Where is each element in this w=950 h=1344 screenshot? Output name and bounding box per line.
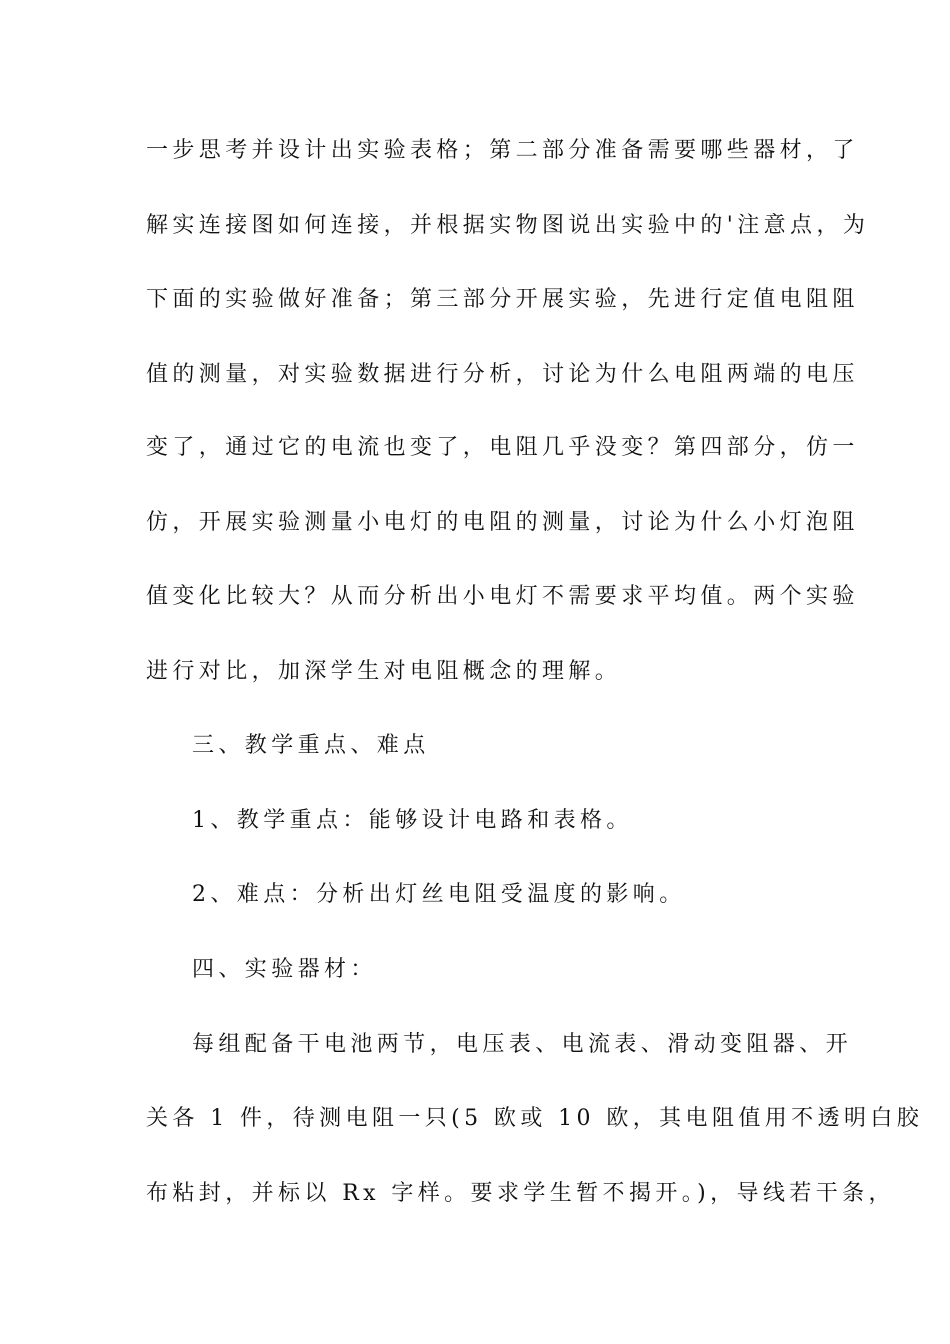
equipment-line-1: 每组配备干电池两节，电压表、电流表、滑动变阻器、开 [192, 1032, 853, 1057]
equipment-line-2: 关各 1 件，待测电阻一只(5 欧或 10 欧，其电阻值用不透明白胶 [146, 1106, 924, 1131]
section-heading-key-points: 三、教学重点、难点 [192, 733, 430, 758]
paragraph-line-1: 一步思考并设计出实验表格；第二部分准备需要哪些器材，了 [146, 138, 859, 163]
paragraph-line-2: 解实连接图如何连接，并根据实物图说出实验中的'注意点，为 [146, 213, 870, 238]
paragraph-line-3: 下面的实验做好准备；第三部分开展实验，先进行定值电阻阻 [146, 287, 859, 312]
paragraph-line-8: 进行对比，加深学生对电阻概念的理解。 [146, 659, 622, 684]
key-point-item-2: 2、难点：分析出灯丝电阻受温度的影响。 [192, 882, 686, 907]
paragraph-line-5: 变了，通过它的电流也变了，电阻几乎没变？第四部分，仿一 [146, 435, 859, 460]
paragraph-line-6: 仿，开展实验测量小电灯的电阻的测量，讨论为什么小灯泡阻 [146, 510, 859, 535]
key-point-item-1: 1、教学重点：能够设计电路和表格。 [192, 808, 633, 833]
equipment-line-3: 布粘封，并标以 Rx 字样。要求学生暂不揭开。)，导线若干条， [146, 1181, 895, 1206]
paragraph-line-4: 值的测量，对实验数据进行分析，讨论为什么电阻两端的电压 [146, 362, 859, 387]
section-heading-equipment: 四、实验器材： [192, 957, 377, 982]
paragraph-line-7: 值变化比较大？从而分析出小电灯不需要求平均值。两个实验 [146, 584, 859, 609]
